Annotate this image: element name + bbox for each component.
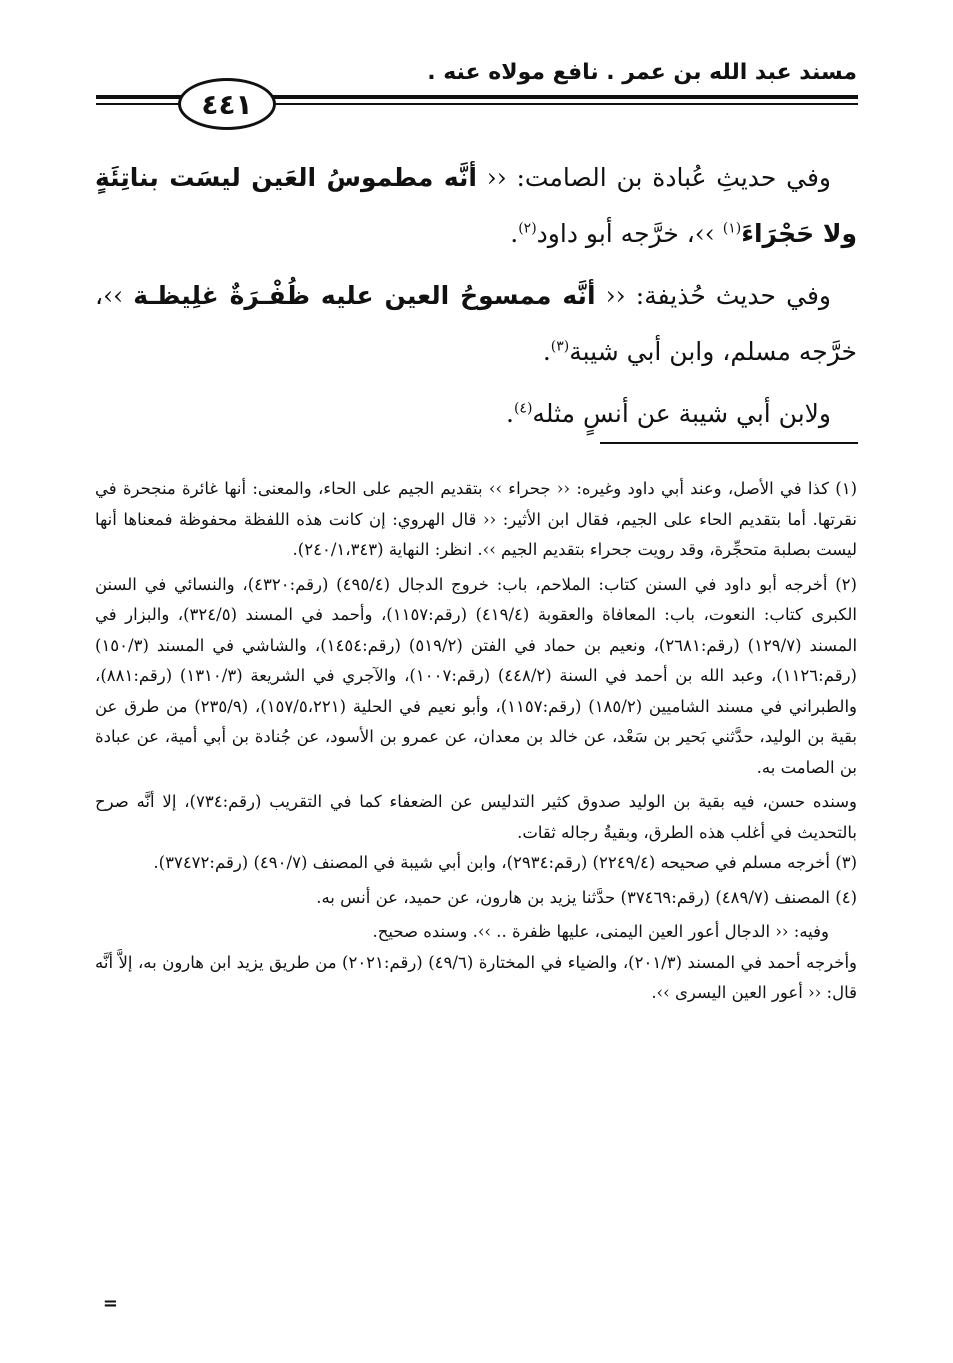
paragraph-hudhayfa	[95, 268, 857, 380]
p3-end: .	[506, 399, 514, 428]
footnote-4-line-2: وفيه: ‹‹ الدجال أعور العين اليمنى، عليها ظفرة .. ››. وسنده صحيح.	[372, 922, 829, 941]
p3-text: ولابن أبي شيبة عن أنسٍ مثله	[532, 399, 831, 428]
p2-end: .	[542, 337, 551, 366]
footnote-ref-4: (٤)	[513, 400, 533, 417]
footnote-ref-2: (٢)	[518, 220, 537, 237]
footnote-4: (٤) المصنف (٤٨٩/٧) (رقم:٣٧٤٦٩) حدَّثنا يزيد بن هارون، عن حميد، عن أنس به.	[316, 887, 857, 907]
p1-suffix: ››، خرَّجه أبو داود	[536, 219, 723, 248]
footnote-1: (١) كذا في الأصل، وعند أبي داود وغيره: ‹‹ جحراء ›› بتقديم الجيم على الحاء، والمعنى: أنها غائرة منجحرة في نقرتها. أما بتقديم الحاء على الجيم، فقال ابن الأثير: ‹‹ قال الهروي: إن كانت هذه اللفظة محفوظة فمعناها أنها ليست بصلبة متحجِّرة، وقد رويت جحراء بتقديم الجيم ››. انظر: النهاية (٢٤٠/١،٣٤٣).	[95, 479, 857, 559]
p1-quote: أنَّه مطموسُ العَين ليسَت بناتِئَةٍ ولا حَجْرَاءَ	[95, 163, 857, 248]
footnote-separator	[600, 442, 858, 444]
running-header: مسند عبد الله بن عمر . نافع مولاه عنه .	[427, 60, 857, 85]
footnote-4-line-3: وأخرجه أحمد في المسند (٢٠١/٣)، والضياء في المختارة (٤٩/٦) (رقم:٢٠٢١) من طريق يزيد ابن هارون به، إلاَّ أنَّه قال: ‹‹ أعور العين اليسرى ››.	[95, 952, 858, 1002]
paragraph-ubada	[95, 150, 857, 262]
continuation-mark: =	[102, 1293, 118, 1314]
footnotes-section	[95, 474, 857, 1009]
footnote-2: (٢) أخرجه أبو داود في السنن كتاب: الملاحم، باب: خروج الدجال (٤٩٥/٤) (رقم:٤٣٢٠)، والنسائي في السنن الكبرى كتاب: النعوت، باب: المعافاة والعقوبة (٤١٩/٤) (رقم:١١٥٧)، وأحمد في المسند (٣٢٤/٥)، والبزار في المسند (١٢٩/٧) (رقم:٢٦٨١)، ونعيم بن حماد في الفتن (٥١٩/٢) (رقم:١٤٥٤)، والشاشي في المسند (١٥٠/٣) (رقم:١١٢٦)، وعبد الله بن أحمد في السنة (٤٤٨/٢) (رقم:١٠٠٧)، والآجري في الشريعة (١٣١٠/٣) (رقم:٨٨١)، والطبراني في مسند الشاميين (١٨٥/٢) (رقم:١١٥٧)، وأبو نعيم في الحلية (١٥٧/٥،٢٢١)، (٢٣٥/٩) من طرق عن بقية بن الوليد، حدَّثني بَحير بن سَعْد، عن خالد بن معدان، عن عمرو بن الأسود، عن جُنادة بن أبي أمية، عن عبادة بن الصامت به.	[95, 574, 858, 777]
p1-end: .	[510, 219, 519, 248]
footnote-ref-1: (١)	[722, 220, 742, 237]
p2-prefix: وفي حديث حُذيفة: ‹‹	[595, 281, 831, 310]
footnote-3: (٣) أخرجه مسلم في صحيحه (٢٢٤٩/٤) (رقم:٢٩٣٤)، وابن أبي شيبة في المصنف (٤٩٠/٧) (رقم:٣٧٤٧٢).	[153, 853, 857, 872]
footnote-ref-3: (٣)	[550, 338, 570, 355]
p2-quote: أنَّه ممسوحُ العين عليه ظُفْـرَةٌ غلِيظـة	[133, 281, 596, 310]
paragraph-anas	[95, 386, 857, 442]
main-text	[95, 150, 857, 448]
p2-suffix: ››، خرَّجه مسلم، وابن أبي شيبة	[95, 281, 857, 366]
p1-prefix: وفي حديثِ عُبادة بن الصامت: ‹‹	[476, 163, 832, 192]
footnote-2-note: وسنده حسن، فيه بقية بن الوليد صدوق كثير التدليس عن الضعفاء كما في التقريب (رقم:٧٣٤)، إلا أنَّه صرح بالتحديث في أغلب هذه الطرق، وبقيةُ رجاله ثقات.	[95, 792, 858, 842]
page-number: ٤٤١	[178, 78, 276, 130]
